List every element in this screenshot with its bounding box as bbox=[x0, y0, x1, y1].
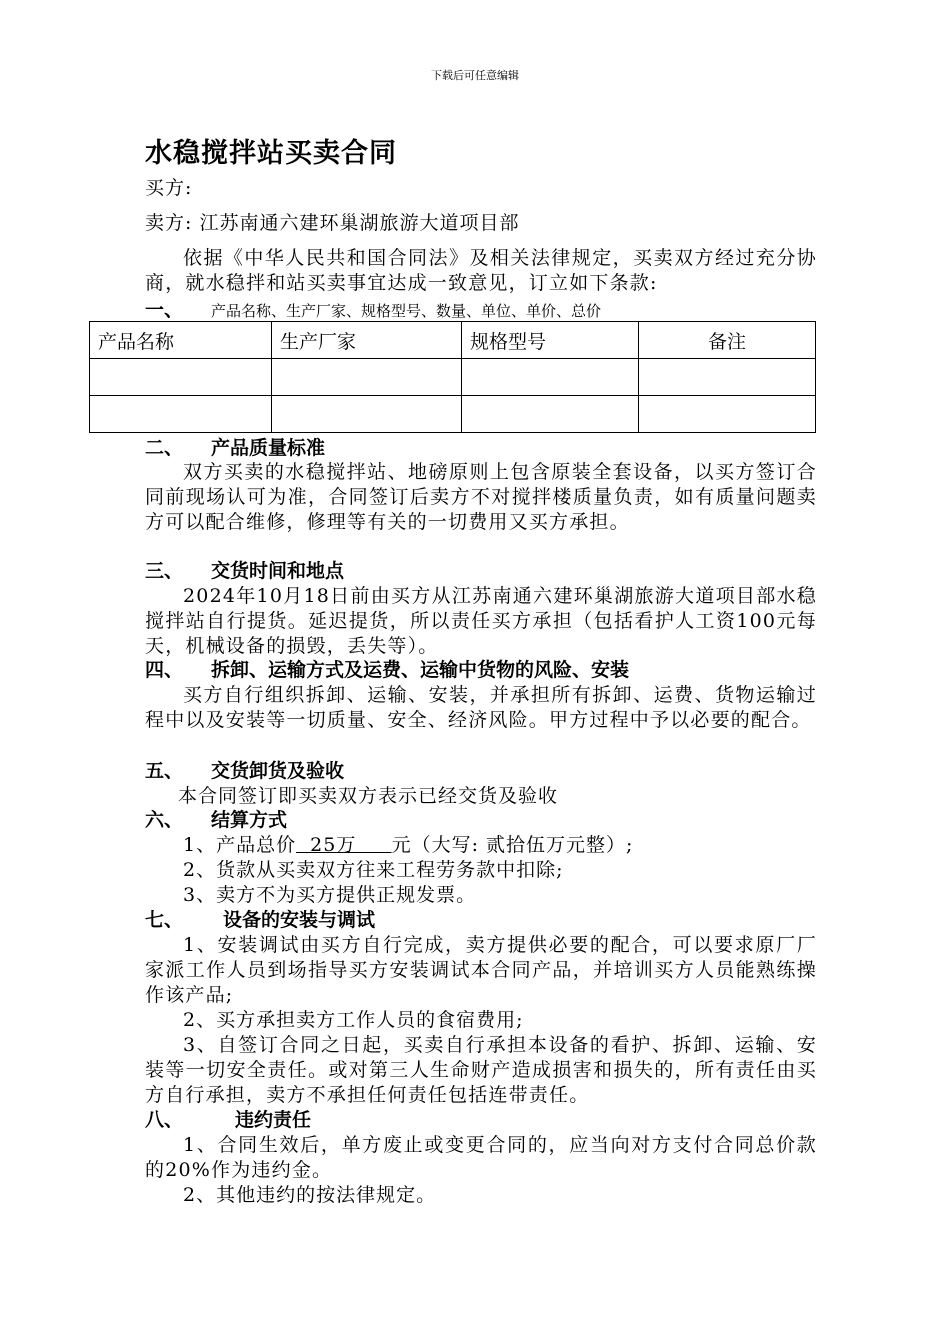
section-6-heading bbox=[145, 808, 287, 833]
section-5-heading bbox=[145, 759, 344, 784]
section-title: 产品名称、生产厂家、规格型号、数量、单位、单价、总价 bbox=[211, 302, 602, 320]
section-title: 结算方式 bbox=[211, 809, 288, 831]
section-8-item-2: 2、其他违约的按法律规定。 bbox=[183, 1184, 437, 1206]
table-cell bbox=[272, 396, 462, 433]
section-title: 交货时间和地点 bbox=[211, 560, 345, 582]
table-header-cell: 规格型号 bbox=[462, 322, 639, 359]
section-number: 七、 bbox=[145, 909, 184, 931]
section-3-heading bbox=[145, 559, 344, 584]
table-cell bbox=[272, 359, 462, 396]
section-title: 交货卸货及验收 bbox=[211, 760, 345, 782]
section-4-body: 买方自行组织拆卸、运输、安装，并承担所有拆卸、运费、货物运输过程中以及安装等一切质量、安全、经济风险。甲方过程中予以必要的配合。 bbox=[145, 684, 817, 731]
table-row bbox=[90, 359, 816, 396]
section-number: 八、 bbox=[145, 1109, 184, 1131]
section-6-item-2: 2、货款从买卖双方往来工程劳务款中扣除; bbox=[183, 859, 564, 881]
section-7-heading bbox=[145, 908, 375, 933]
table-cell bbox=[639, 396, 816, 433]
table-cell bbox=[639, 359, 816, 396]
table-header-cell: 产品名称 bbox=[90, 322, 272, 359]
price-words: 元（大写: 贰拾伍万元整）; bbox=[391, 834, 634, 856]
section-title: 产品质量标准 bbox=[211, 437, 326, 459]
section-8-heading bbox=[145, 1108, 311, 1133]
section-number: 一、 bbox=[145, 299, 184, 321]
seller-line: 卖方: 江苏南通六建环巢湖旅游大道项目部 bbox=[145, 212, 520, 234]
section-6-item-1 bbox=[183, 833, 633, 858]
document-title: 水稳搅拌站买卖合同 bbox=[145, 138, 397, 169]
section-2-heading bbox=[145, 436, 325, 461]
buyer-line: 买方: bbox=[145, 177, 193, 199]
section-number: 四、 bbox=[145, 659, 184, 681]
table-cell bbox=[462, 359, 639, 396]
section-7-item-2: 2、买方承担卖方工作人员的食宿费用; bbox=[183, 1009, 524, 1031]
section-title: 违约责任 bbox=[235, 1109, 312, 1131]
section-title: 设备的安装与调试 bbox=[223, 909, 376, 931]
section-5-body: 本合同签订即买卖双方表示已经交货及验收 bbox=[178, 785, 559, 807]
section-7-item-3: 3、自签订合同之日起，买卖自行承担本设备的看护、拆卸、运输、安装等一切安全责任。或对第三人生命财产造成损害和损失的，所有责任由买方自行承担，卖方不承担任何责任包括连带责任。 bbox=[145, 1034, 817, 1106]
section-number: 六、 bbox=[145, 809, 184, 831]
price-label: 1、产品总价 bbox=[183, 834, 297, 856]
table-header-cell: 备注 bbox=[639, 322, 816, 359]
section-number: 三、 bbox=[145, 560, 184, 582]
table-cell bbox=[90, 359, 272, 396]
product-table bbox=[89, 321, 816, 433]
header-note: 下载后可任意编辑 bbox=[431, 69, 519, 82]
table-header-cell: 生产厂家 bbox=[272, 322, 462, 359]
section-number: 二、 bbox=[145, 437, 184, 459]
section-number: 五、 bbox=[145, 760, 184, 782]
table-row bbox=[90, 396, 816, 433]
section-8-item-1: 1、合同生效后，单方废止或变更合同的，应当向对方支付合同总价款的20%作为违约金。 bbox=[145, 1134, 817, 1181]
section-3-body: 2024年10月18日前由买方从江苏南通六建环巢湖旅游大道项目部水稳搅拌站自行提货。延迟提货，所以责任买方承担（包括看护人工资100元每天，机械设备的损毁，丢失等）。 bbox=[145, 585, 817, 657]
section-4-heading bbox=[145, 658, 629, 683]
section-title: 拆卸、运输方式及运费、运输中货物的风险、安装 bbox=[211, 659, 630, 681]
section-1-heading bbox=[145, 300, 601, 321]
section-7-item-1: 1、安装调试由买方自行完成，卖方提供必要的配合，可以要求原厂厂家派工作人员到场指导买方安装调试本合同产品，并培训买方人员能熟练操作该产品; bbox=[145, 934, 817, 1006]
section-6-item-3: 3、卖方不为买方提供正规发票。 bbox=[183, 884, 477, 906]
table-header-row bbox=[90, 322, 816, 359]
table-cell bbox=[90, 396, 272, 433]
price-amount: 25万 bbox=[296, 834, 392, 856]
intro-paragraph: 依据《中华人民共和国合同法》及相关法律规定，买卖双方经过充分协商，就水稳拌和站买卖事宜达成一致意见，订立如下条款: bbox=[145, 247, 817, 294]
table-cell bbox=[462, 396, 639, 433]
section-2-body: 双方买卖的水稳搅拌站、地磅原则上包含原装全套设备，以买方签订合同前现场认可为准，合同签订后卖方不对搅拌楼质量负责，如有质量问题卖方可以配合维修，修理等有关的一切费用又买方承担。 bbox=[145, 461, 817, 533]
